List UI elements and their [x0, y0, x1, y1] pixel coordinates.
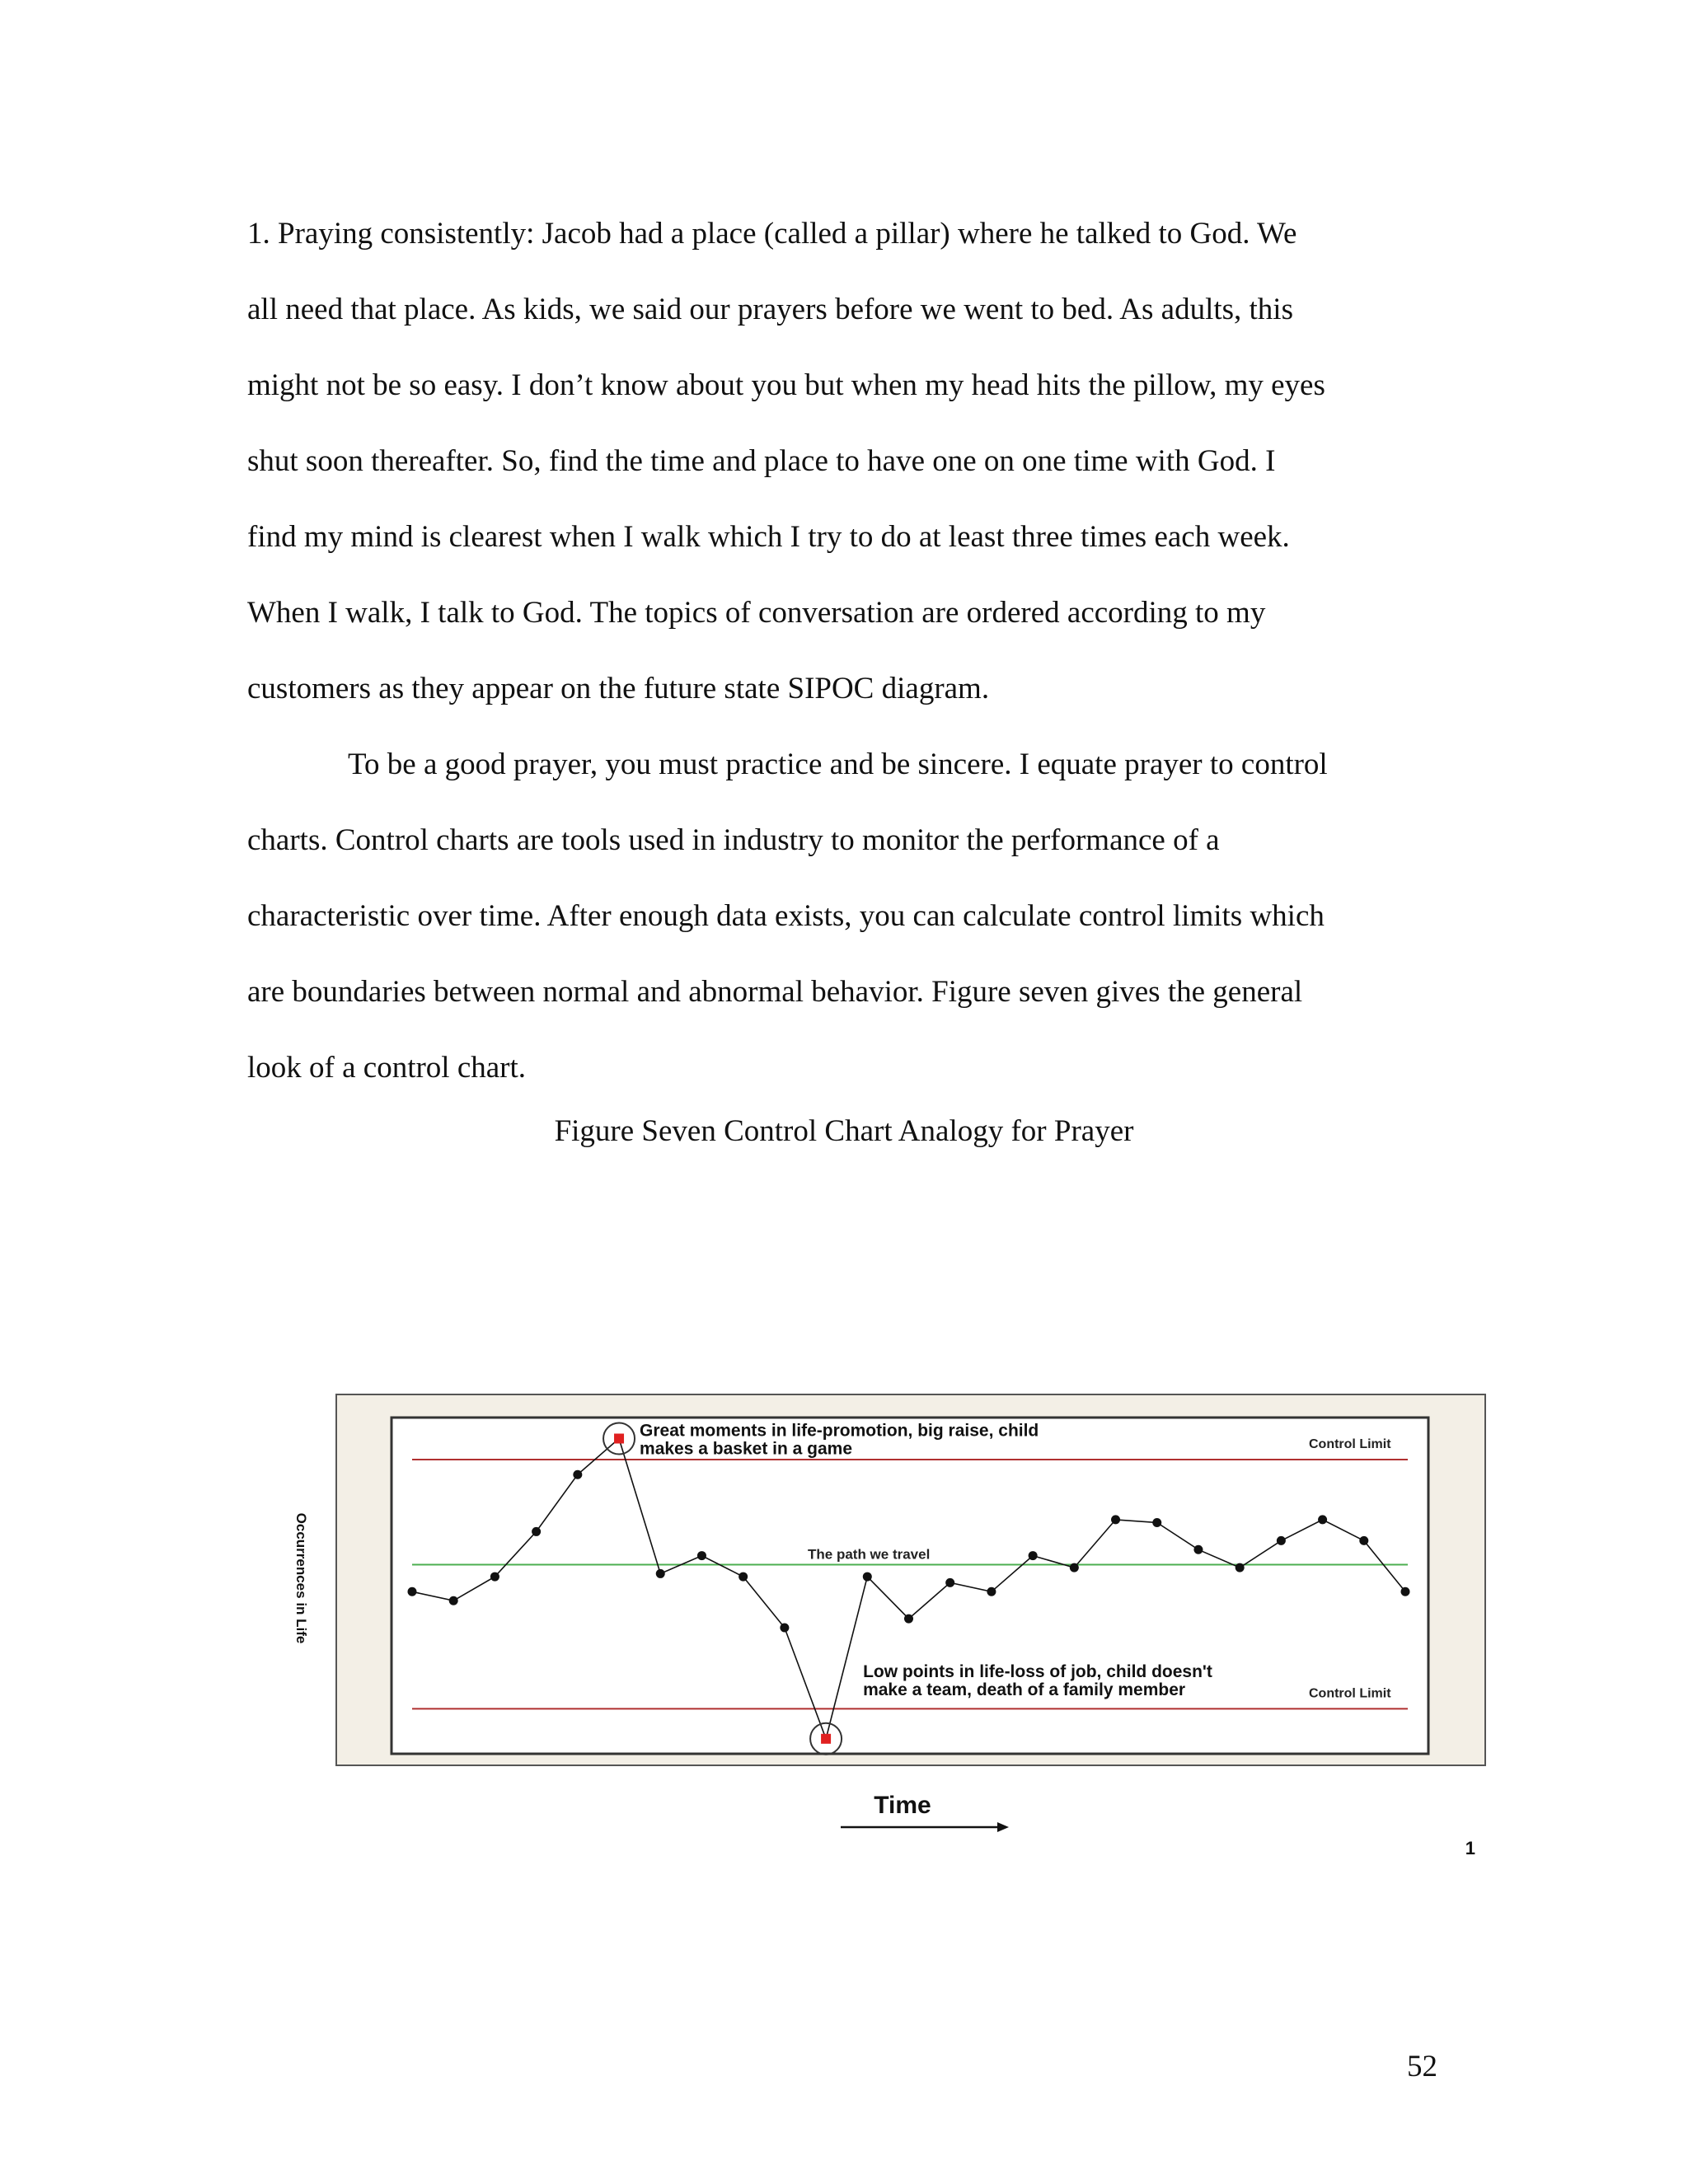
- data-point: [1193, 1545, 1203, 1554]
- text-line: 1. Praying consistently: Jacob had a place (called a pillar) where he talked to God. We: [247, 217, 1297, 251]
- data-point: [1070, 1563, 1079, 1572]
- data-point: [863, 1572, 872, 1582]
- paragraph-1: [247, 196, 1451, 727]
- data-point: [945, 1578, 954, 1587]
- control-limit-label: Control Limit: [1309, 1437, 1391, 1451]
- data-point: [1111, 1515, 1120, 1524]
- control-chart-figure: [272, 1385, 1492, 1863]
- text-line: To be a good prayer, you must practice and be sincere. I equate prayer to control: [348, 748, 1328, 781]
- text-line: charts. Control charts are tools used in industry to monitor the performance of a: [247, 823, 1220, 857]
- data-point: [490, 1572, 499, 1582]
- annotation-text: make a team, death of a family member: [863, 1680, 1186, 1699]
- text-line: characteristic over time. After enough data exists, you can calculate control limits which: [247, 899, 1325, 933]
- text-line: find my mind is clearest when I walk which I try to do at least three times each week.: [247, 520, 1290, 554]
- text-line: all need that place. As kids, we said our prayers before we went to bed. As adults, this: [247, 293, 1293, 326]
- page-number: 52: [1407, 2050, 1437, 2083]
- data-point-highlight: [821, 1734, 831, 1744]
- center-line-label: The path we travel: [808, 1546, 931, 1563]
- data-point: [1277, 1536, 1286, 1545]
- footnote-marker: 1: [1465, 1838, 1475, 1858]
- text-line: shut soon thereafter. So, find the time and place to have one on one time with God. I: [247, 444, 1276, 478]
- text-line: customers as they appear on the future state SIPOC diagram.: [247, 672, 990, 705]
- data-point: [1359, 1536, 1368, 1545]
- data-point: [532, 1527, 541, 1536]
- data-point: [780, 1624, 789, 1633]
- data-point-highlight: [614, 1434, 624, 1444]
- data-point: [987, 1587, 996, 1596]
- y-axis-label: Occurrences in Life: [293, 1512, 309, 1644]
- chart-plot-area: [392, 1418, 1428, 1754]
- data-point: [1236, 1563, 1245, 1572]
- x-axis-label: Time: [874, 1792, 931, 1819]
- paragraph-2: [247, 727, 1451, 1106]
- figure-caption: Figure Seven Control Chart Analogy for Prayer: [554, 1114, 1134, 1148]
- data-point: [1029, 1551, 1038, 1560]
- annotation-text: makes a basket in a game: [640, 1439, 853, 1459]
- data-point: [408, 1587, 417, 1596]
- text-line: When I walk, I talk to God. The topics of conversation are ordered according to my: [247, 596, 1266, 630]
- data-point: [449, 1596, 458, 1605]
- annotation-text: Great moments in life-promotion, big raise, child: [640, 1421, 1039, 1441]
- data-point: [1318, 1515, 1327, 1524]
- text-line: might not be so easy. I don’t know about you but when my head hits the pillow, my eyes: [247, 368, 1325, 402]
- annotation-text: Low points in life-loss of job, child doesn't: [863, 1661, 1212, 1681]
- data-point: [656, 1569, 665, 1578]
- body-text: [247, 196, 1451, 1106]
- data-point: [1152, 1518, 1161, 1527]
- data-point: [738, 1572, 748, 1582]
- data-point: [904, 1615, 913, 1624]
- text-line: look of a control chart.: [247, 1051, 527, 1085]
- data-point: [697, 1551, 706, 1560]
- data-point: [1401, 1587, 1410, 1596]
- data-point: [573, 1470, 582, 1479]
- text-line: are boundaries between normal and abnormal behavior. Figure seven gives the general: [247, 975, 1303, 1009]
- control-limit-label: Control Limit: [1309, 1686, 1391, 1701]
- time-arrow-head: [997, 1822, 1009, 1832]
